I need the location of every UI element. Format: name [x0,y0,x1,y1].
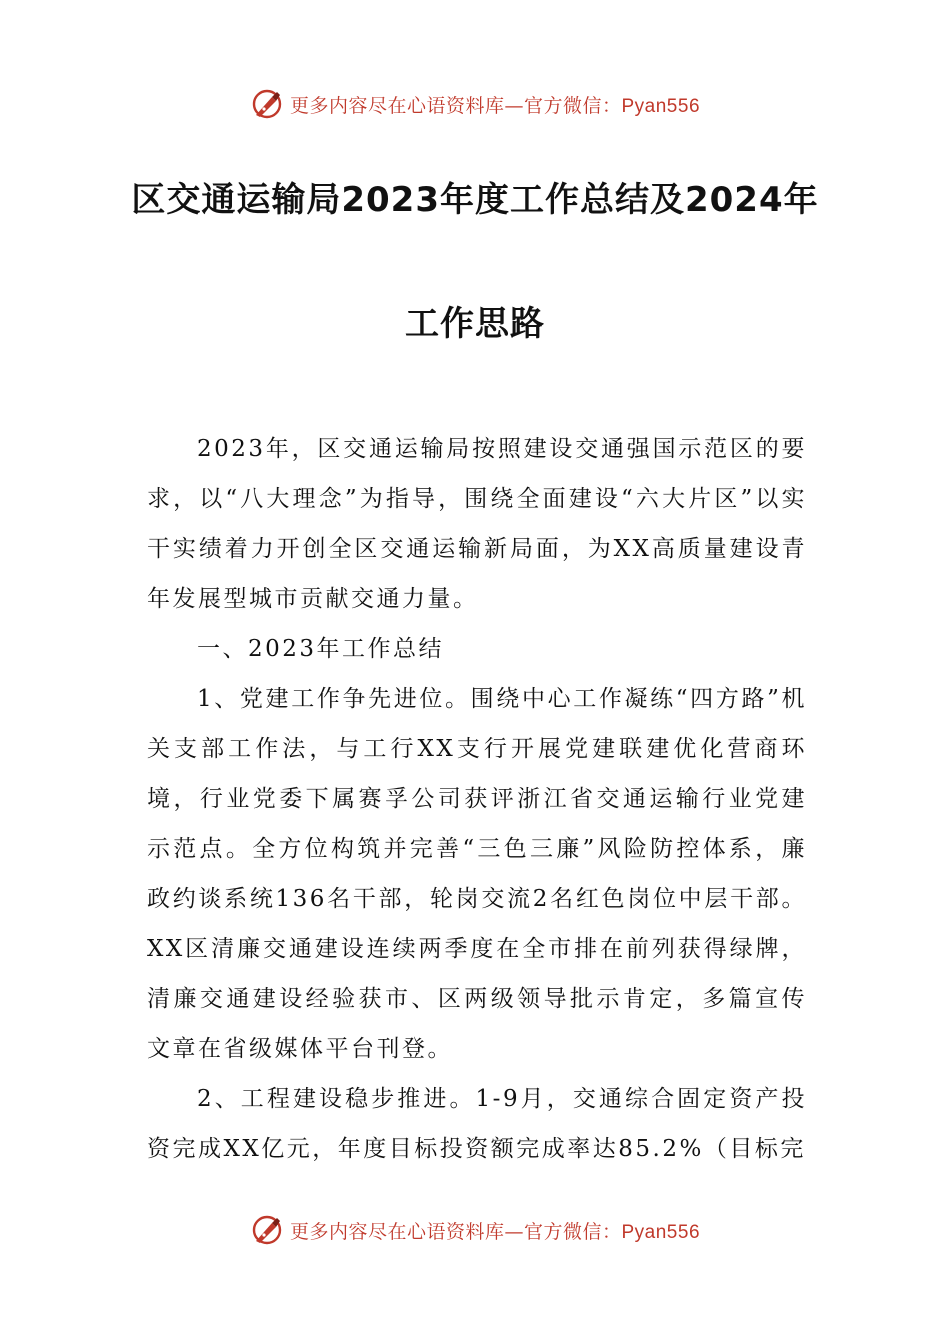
document-title-line-2: 工作思路 [405,304,545,344]
document-body [147,424,807,1174]
watermark-label: 更多内容尽在心语资料库—官方微信：Pyan556 [289,94,701,117]
header-watermark [0,84,950,124]
footer-watermark [0,1210,950,1250]
pen-nib-logo-icon [250,87,284,121]
pen-nib-logo-icon [250,1213,284,1247]
paragraph-construction: 2、工程建设稳步推进。1-9月，交通综合固定资产投资完成XX亿元，年度目标投资额完成率达85.2%（目标完 [147,1086,807,1162]
paragraph-party-building: 1、党建工作争先进位。围绕中心工作凝练“四方路”机关支部工作法，与工行XX支行开展党建联建优化营商环境，行业党委下属赛孚公司获评浙江省交通运输行业党建示范点。全方位构筑并完善“三色三廉”风险防控体系，廉政约谈系统136名干部，轮岗交流2名红色岗位中层干部。XX区清廉交通建设连续两季度在全市排在前列获得绿牌，清廉交通建设经验获市、区两级领导批示肯定，多篇宣传文章在省级媒体平台刊登。 [147,686,807,1062]
paragraph-intro: 2023年，区交通运输局按照建设交通强国示范区的要求，以“八大理念”为指导，围绕全面建设“六大片区”以实干实绩着力开创全区交通运输新局面，为XX高质量建设青年发展型城市贡献交通力量。 [147,436,807,612]
document-title-line-1: 区交通运输局2023年度工作总结及2024年 [131,180,819,220]
watermark-label: 更多内容尽在心语资料库—官方微信：Pyan556 [289,1220,701,1243]
section-heading-summary: 一、2023年工作总结 [197,636,445,662]
